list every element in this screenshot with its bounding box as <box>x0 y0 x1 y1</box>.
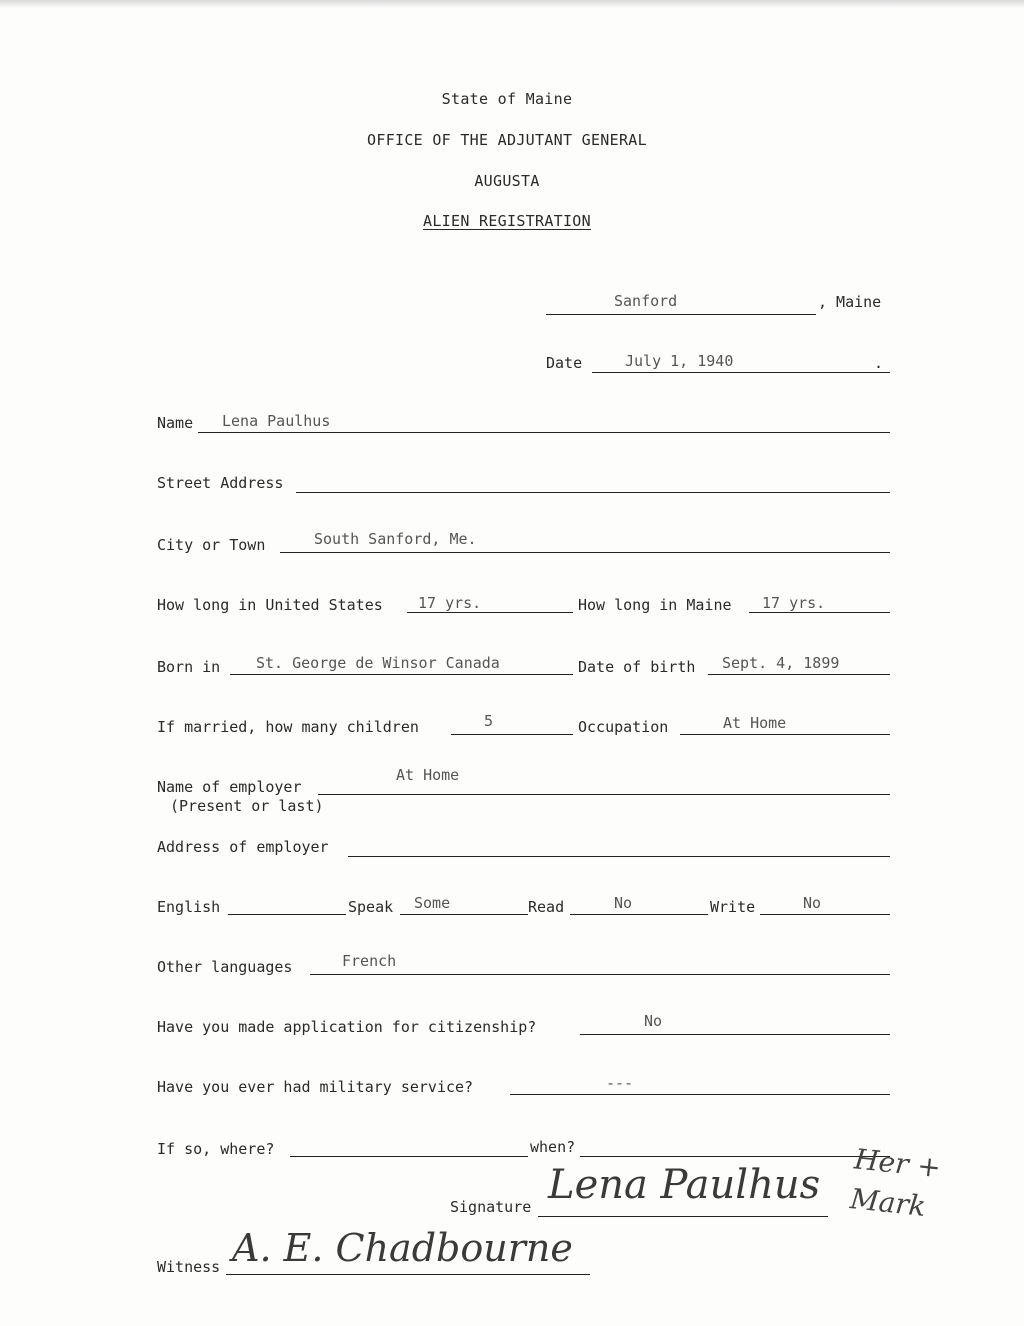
write-label: Write <box>710 898 756 916</box>
her-mark-note: Her + Mark <box>848 1142 943 1223</box>
english-line <box>228 914 346 915</box>
citizenship-value: No <box>644 1012 663 1030</box>
read-line <box>570 914 708 915</box>
employer-address-label: Address of employer <box>157 838 329 856</box>
years-us-label: How long in United States <box>157 596 383 614</box>
date-label: Date <box>546 354 583 372</box>
years-maine-value: 17 yrs. <box>762 594 826 612</box>
town-line <box>546 314 816 315</box>
read-label: Read <box>528 898 565 916</box>
name-value: Lena Paulhus <box>222 412 331 430</box>
date-value: July 1, 1940 <box>625 352 734 370</box>
occupation-line <box>680 734 890 735</box>
state-heading: State of Maine <box>441 90 573 108</box>
citizenship-label: Have you made application for citizenship? <box>157 1018 537 1036</box>
date-line <box>592 372 890 373</box>
witness-line <box>226 1274 590 1275</box>
street-address-line <box>296 492 890 493</box>
witness-handwriting: A. E. Chadbourne <box>232 1226 573 1270</box>
dob-value: Sept. 4, 1899 <box>722 654 840 672</box>
military-value: --- <box>606 1074 634 1092</box>
town-value: Sanford <box>614 292 678 310</box>
children-line <box>451 734 573 735</box>
scan-edge <box>0 0 1024 8</box>
years-maine-label: How long in Maine <box>578 596 732 614</box>
form-title: ALIEN REGISTRATION <box>423 212 591 230</box>
employer-name-line <box>318 794 890 795</box>
office-heading: OFFICE OF THE ADJUTANT GENERAL <box>367 131 647 149</box>
signature-label: Signature <box>450 1198 532 1216</box>
other-languages-line <box>310 974 890 975</box>
citizenship-line <box>580 1034 890 1035</box>
street-address-label: Street Address <box>157 474 284 492</box>
speak-line <box>400 914 528 915</box>
witness-label: Witness <box>157 1258 221 1276</box>
born-in-line <box>230 674 573 675</box>
city-value: South Sanford, Me. <box>314 530 477 548</box>
city-line <box>280 552 890 553</box>
signature-handwriting: Lena Paulhus <box>548 1162 821 1208</box>
children-value: 5 <box>484 712 494 730</box>
write-value: No <box>803 894 822 912</box>
date-period: . <box>874 354 884 372</box>
city-heading: AUGUSTA <box>474 172 540 190</box>
military-label: Have you ever had military service? <box>157 1078 474 1096</box>
years-us-line <box>407 612 573 613</box>
other-languages-label: Other languages <box>157 958 293 976</box>
where-line <box>290 1156 528 1157</box>
children-label: If married, how many children <box>157 718 419 736</box>
born-in-label: Born in <box>157 658 221 676</box>
speak-value: Some <box>414 894 451 912</box>
name-line <box>198 432 890 433</box>
dob-line <box>708 674 890 675</box>
employer-address-line <box>348 856 890 857</box>
years-maine-line <box>749 612 890 613</box>
military-line <box>510 1094 890 1095</box>
years-us-value: 17 yrs. <box>418 594 482 612</box>
employer-name-sublabel: (Present or last) <box>170 797 324 815</box>
city-label: City or Town <box>157 536 266 554</box>
where-label: If so, where? <box>157 1140 275 1158</box>
read-value: No <box>614 894 633 912</box>
occupation-value: At Home <box>723 714 787 732</box>
employer-name-value: At Home <box>396 766 460 784</box>
speak-label: Speak <box>348 898 394 916</box>
other-languages-value: French <box>342 952 397 970</box>
name-label: Name <box>157 414 194 432</box>
when-line <box>580 1156 890 1157</box>
occupation-label: Occupation <box>578 718 669 736</box>
employer-name-label: Name of employer <box>157 778 302 796</box>
when-label: when? <box>530 1138 576 1156</box>
dob-label: Date of birth <box>578 658 696 676</box>
state-label: , Maine <box>818 293 882 311</box>
born-in-value: St. George de Winsor Canada <box>256 654 500 672</box>
write-line <box>760 914 890 915</box>
signature-line <box>538 1216 828 1217</box>
english-label: English <box>157 898 221 916</box>
